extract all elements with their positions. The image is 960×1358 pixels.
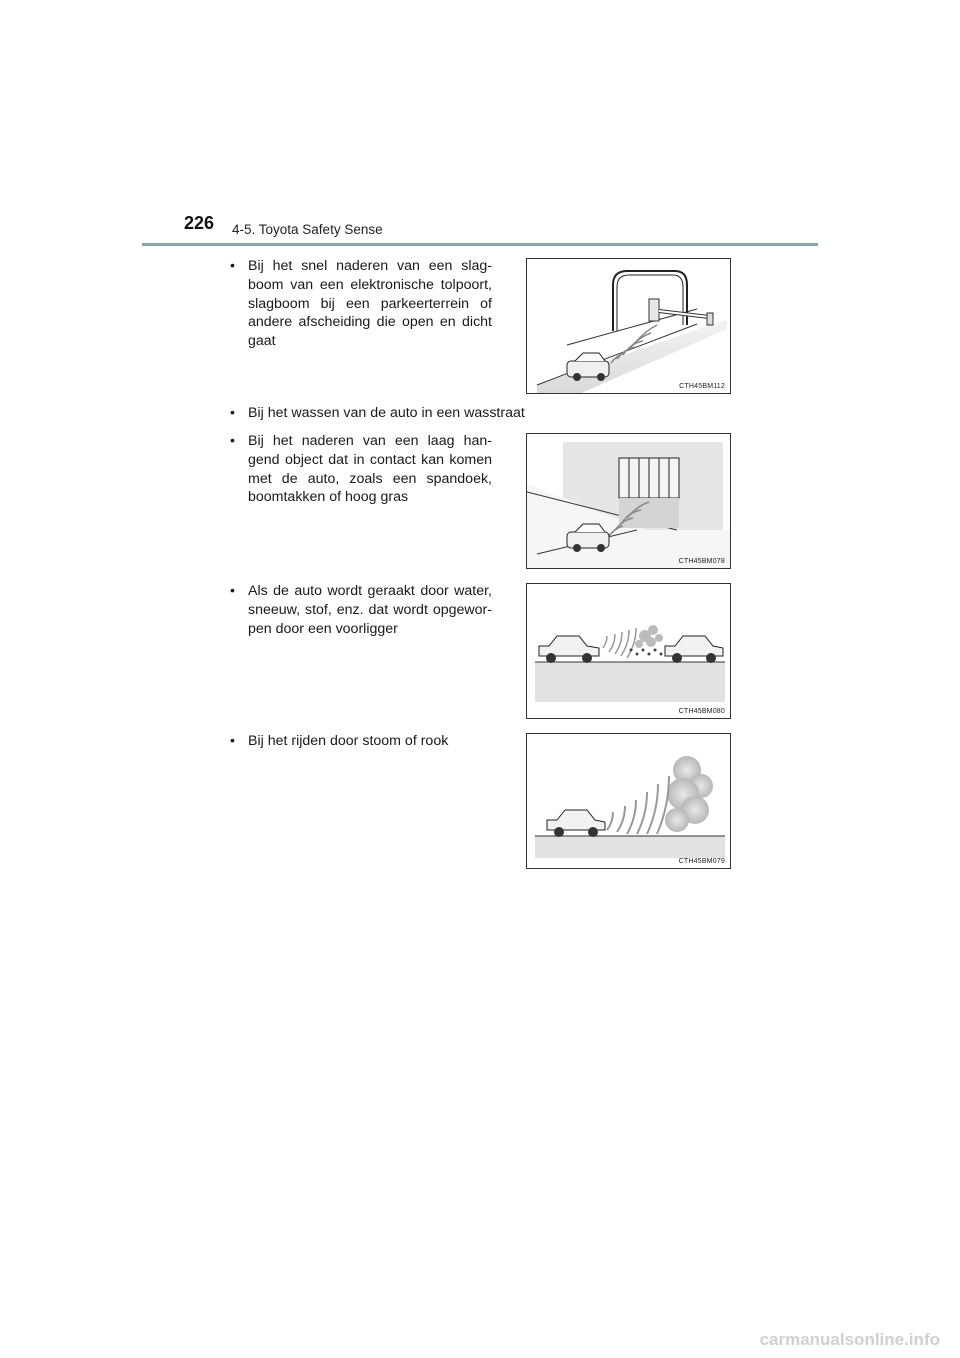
steam-smoke-illustration-icon: [527, 734, 731, 869]
page-number: 226: [184, 213, 215, 233]
bullet: •: [230, 405, 235, 421]
header-rule: [142, 243, 818, 246]
list-item-text: Bij het snel naderen van een slag-boom van een elektronische tolpoort, slagboom bij een parkeerterrein of andere afscheiding die open en dicht gaat: [248, 258, 492, 350]
list-item: [230, 582, 492, 638]
figure-toll-gate: [526, 258, 731, 394]
list-item-text: Bij het wassen van de auto in een wasstraat: [248, 405, 525, 421]
figure-code: CTH45BM079: [678, 858, 725, 865]
spray-from-vehicle-ahead-illustration-icon: [527, 584, 731, 719]
list-item-text: Als de auto wordt geraakt door water, sneeuw, stof, enz. dat wordt opgewor-pen door een voorligger: [248, 583, 492, 637]
low-hanging-object-illustration-icon: [527, 434, 731, 569]
figure-spray-from-vehicle-ahead: [526, 583, 731, 719]
figure-steam-smoke: [526, 733, 731, 869]
bullet: •: [230, 258, 235, 274]
list-item-text: Bij het naderen van een laag han-gend object dat in contact kan komen met de auto, zoals een spandoek, boomtakken of hoog gras: [248, 433, 492, 506]
figure-code: CTH45BM080: [678, 708, 725, 715]
watermark: carmanualsonline.info: [759, 1330, 940, 1349]
bullet: •: [230, 733, 235, 749]
figure-low-hanging-object: [526, 433, 731, 569]
figure-code: CTH45BM112: [679, 383, 725, 390]
toll-gate-illustration-icon: [527, 259, 731, 394]
section-title: 4-5. Toyota Safety Sense: [232, 222, 383, 237]
bullet: •: [230, 583, 235, 599]
list-item: [230, 432, 492, 507]
list-item-text: Bij het rijden door stoom of rook: [248, 733, 449, 749]
list-item: [230, 257, 492, 351]
list-item: [230, 404, 590, 423]
bullet: •: [230, 433, 235, 449]
figure-code: CTH45BM078: [678, 558, 725, 565]
